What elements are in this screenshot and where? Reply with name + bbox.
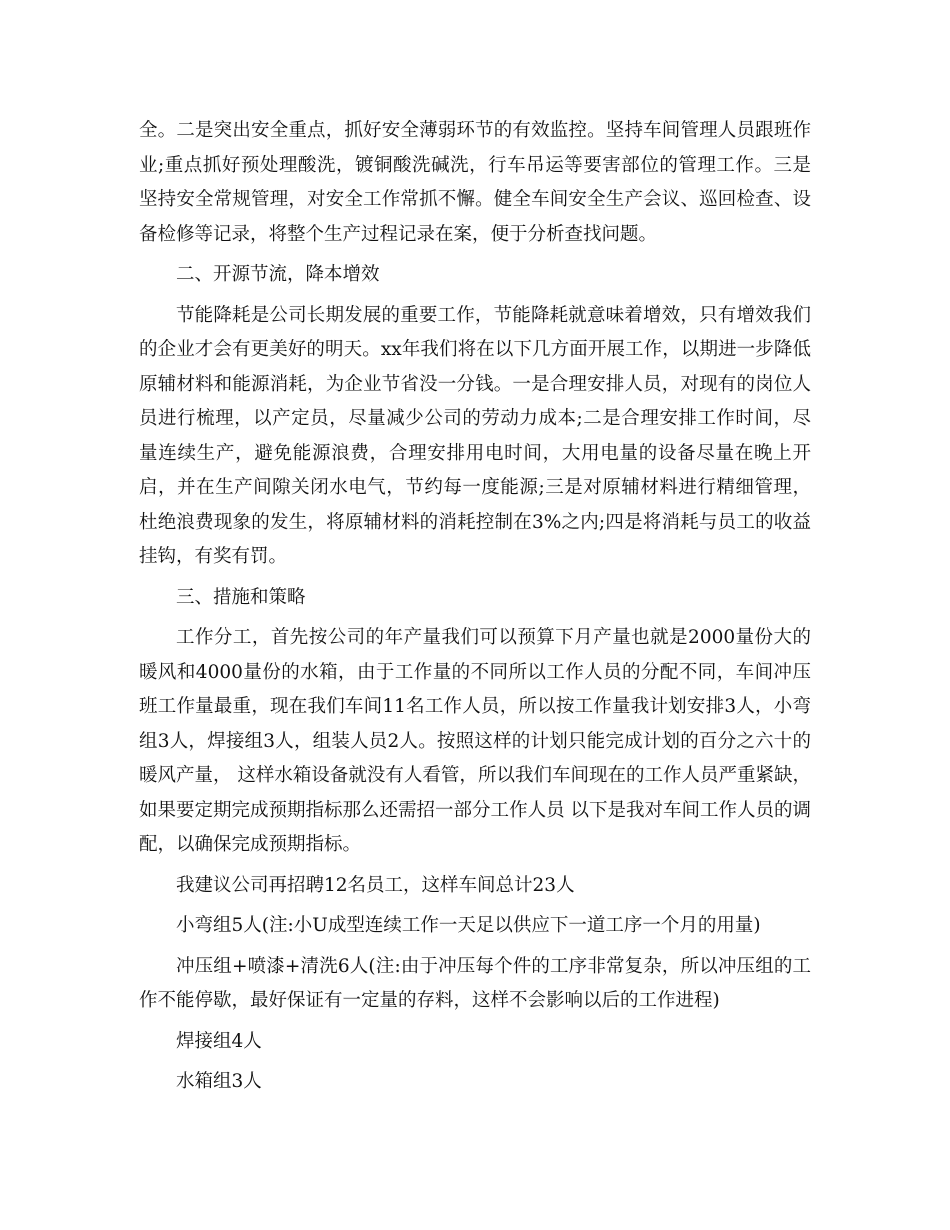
- paragraph-safety-continued: 全。二是突出安全重点，抓好安全薄弱环节的有效监控。坚持车间管理人员跟班作业;重点抓好预处理酸洗，镀铜酸洗碱洗，行车吊运等要害部位的管理工作。三是坚持安全常规管理，对安全工作常抓不懈。健全车间安全生产会议、巡回检查、设备检修等记录，将整个生产过程记录在案，便于分析查找问题。: [139, 120, 811, 245]
- document-body: [139, 114, 811, 1100]
- paragraph-energy-saving: 节能降耗是公司长期发展的重要工作，节能降耗就意味着增效，只有增效我们的企业才会有更美好的明天。xx年我们将在以下几方面开展工作，以期进一步降低原辅材料和能源消耗，为企业节省没一分钱。一是合理安排人员，对现有的岗位人员进行梳理，以产定员，尽量减少公司的劳动力成本;二是合理安排工作时间，尽量连续生产，避免能源浪费，合理安排用电时间，大用电量的设备尽量在晚上开启，并在生产间隙关闭水电气，节约每一度能源;三是对原辅材料进行精细管理，杜绝浪费现象的发生，将原辅材料的消耗控制在3%之内;四是将消耗与员工的收益挂钩，有奖有罚。: [139, 304, 811, 567]
- section-heading-2: 二、开源节流，降本增效: [176, 264, 380, 285]
- paragraph-welding-group: 焊接组4人: [176, 1030, 262, 1052]
- paragraph-radiator-group: 水箱组3人: [176, 1071, 262, 1092]
- paragraph-stamping-group: 冲压组+喷漆+清洗6人(注:由于冲压每个件的工序非常复杂，所以冲压组的工作不能停歇，最好保证有一定量的存料，这样不会影响以后的工作进程): [139, 955, 811, 1011]
- paragraph-hiring-suggestion: 我建议公司再招聘12名员工，这样车间总计23人: [176, 874, 575, 896]
- section-heading-3: 三、措施和策略: [176, 586, 306, 608]
- paragraph-work-division: 工作分工，首先按公司的年产量我们可以预算下月产量也就是2000量份大的暖风和4000量份的水箱，由于工作量的不同所以工作人员的分配不同，车间冲压班工作量最重，现在我们车间11名工作人员，所以按工作量我计划安排3人，小弯组3人，焊接组3人，组装人员2人。按照这样的计划只能完成计划的百分之六十的暖风产量， 这样水箱设备就没有人看管，所以我们车间现在的工作人员严重紧缺，如果要定期完成预期指标那么还需招一部分工作人员 以下是我对车间工作人员的调配，以确保完成预期指标。: [139, 627, 811, 855]
- paragraph-bending-group: 小弯组5人(注:小U成型连续工作一天足以供应下一道工序一个月的用量): [176, 915, 761, 936]
